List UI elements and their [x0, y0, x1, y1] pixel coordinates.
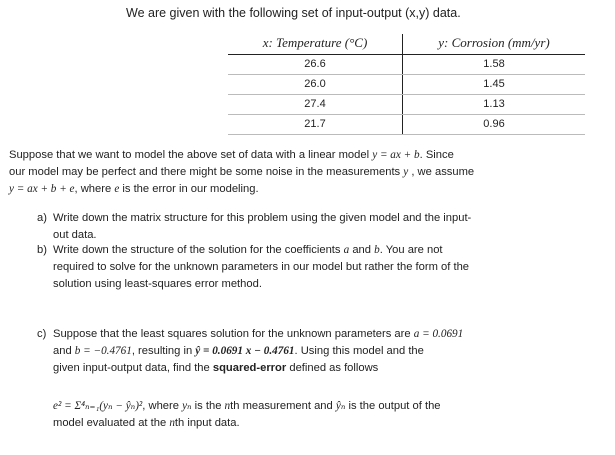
- question-label: c): [37, 328, 47, 340]
- text-run: , resulting in: [131, 345, 196, 357]
- text-line: solution using least-squares error method.: [53, 278, 262, 290]
- text-run: th input data.: [174, 417, 240, 429]
- math-b: b: [374, 244, 380, 256]
- text-run: defined as follows: [286, 362, 379, 374]
- table-row: [228, 115, 585, 135]
- question-label: a): [37, 212, 47, 224]
- text-line: Write down the matrix structure for this problem using the given model and the input-: [53, 212, 472, 224]
- math-n: n: [224, 400, 231, 412]
- corrosion-cell: 1.45: [403, 75, 586, 95]
- math-a-value: a = 0.0691: [413, 328, 464, 340]
- text-run: . You are not: [379, 244, 443, 256]
- text-run: . Using this model and the: [294, 345, 424, 357]
- corrosion-cell: 0.96: [403, 115, 586, 135]
- noisy-model-equation: y = ax + b + e: [9, 183, 75, 195]
- squared-error-term: squared-error: [212, 362, 287, 374]
- math-n: n: [169, 417, 175, 429]
- corrosion-cell: 1.13: [403, 95, 586, 115]
- temperature-cell: 26.6: [228, 55, 403, 75]
- text-run: and: [349, 244, 375, 256]
- header-corrosion: y: Corrosion (mm/yr): [403, 34, 586, 55]
- text-run: is the output of the: [345, 400, 441, 412]
- temperature-cell: 27.4: [228, 95, 403, 115]
- text-run: th measurement and: [230, 400, 336, 412]
- table-header-row: [228, 34, 585, 55]
- model-equation: y = ax + b: [372, 149, 420, 161]
- question-label: b): [37, 244, 47, 256]
- intro-text: We are given with the following set of input-output (x,y) data.: [126, 6, 461, 20]
- table-row: [228, 55, 585, 75]
- math-yn: yₙ: [182, 400, 192, 412]
- squared-error-definition: [53, 398, 608, 432]
- text-run: is the: [191, 400, 225, 412]
- temperature-cell: 21.7: [228, 115, 403, 135]
- table-row: [228, 75, 585, 95]
- math-e: e: [114, 183, 120, 195]
- text-run: Suppose that the least squares solution for the unknown parameters are: [53, 328, 414, 340]
- text-run: Suppose that we want to model the above set of data with a linear model: [9, 149, 373, 161]
- text-run: our model may be perfect and there might be some noise in the measurements: [9, 166, 404, 178]
- corrosion-cell: 1.58: [403, 55, 586, 75]
- text-run: , we assume: [408, 166, 475, 178]
- text-run: , where: [74, 183, 115, 195]
- header-temperature: x: Temperature (°C): [228, 34, 403, 55]
- text-line: required to solve for the unknown parameters in our model but rather the form of the: [53, 261, 470, 273]
- math-b-value: b = −0.4761: [74, 345, 132, 357]
- math-y: y: [403, 166, 409, 178]
- text-run: and: [53, 345, 75, 357]
- text-run: , where: [142, 400, 183, 412]
- text-run: is the error in our modeling.: [119, 183, 259, 195]
- table-row: [228, 95, 585, 115]
- data-table: [228, 34, 585, 135]
- text-line: out data.: [53, 229, 97, 241]
- math-a: a: [343, 244, 350, 256]
- squared-error-formula: e² = Σ⁴ₙ₌₁(yₙ − ŷₙ)²: [53, 400, 143, 412]
- problem-statement: [9, 147, 609, 198]
- text-run: model evaluated at the: [53, 417, 170, 429]
- text-run: given input-output data, find the: [53, 362, 213, 374]
- text-run: . Since: [419, 149, 454, 161]
- math-yhat-n: ŷₙ: [335, 400, 346, 412]
- fitted-model: ŷ = 0.0691 x − 0.4761: [195, 345, 295, 357]
- temperature-cell: 26.0: [228, 75, 403, 95]
- text-run: Write down the structure of the solution for the coefficients: [53, 244, 344, 256]
